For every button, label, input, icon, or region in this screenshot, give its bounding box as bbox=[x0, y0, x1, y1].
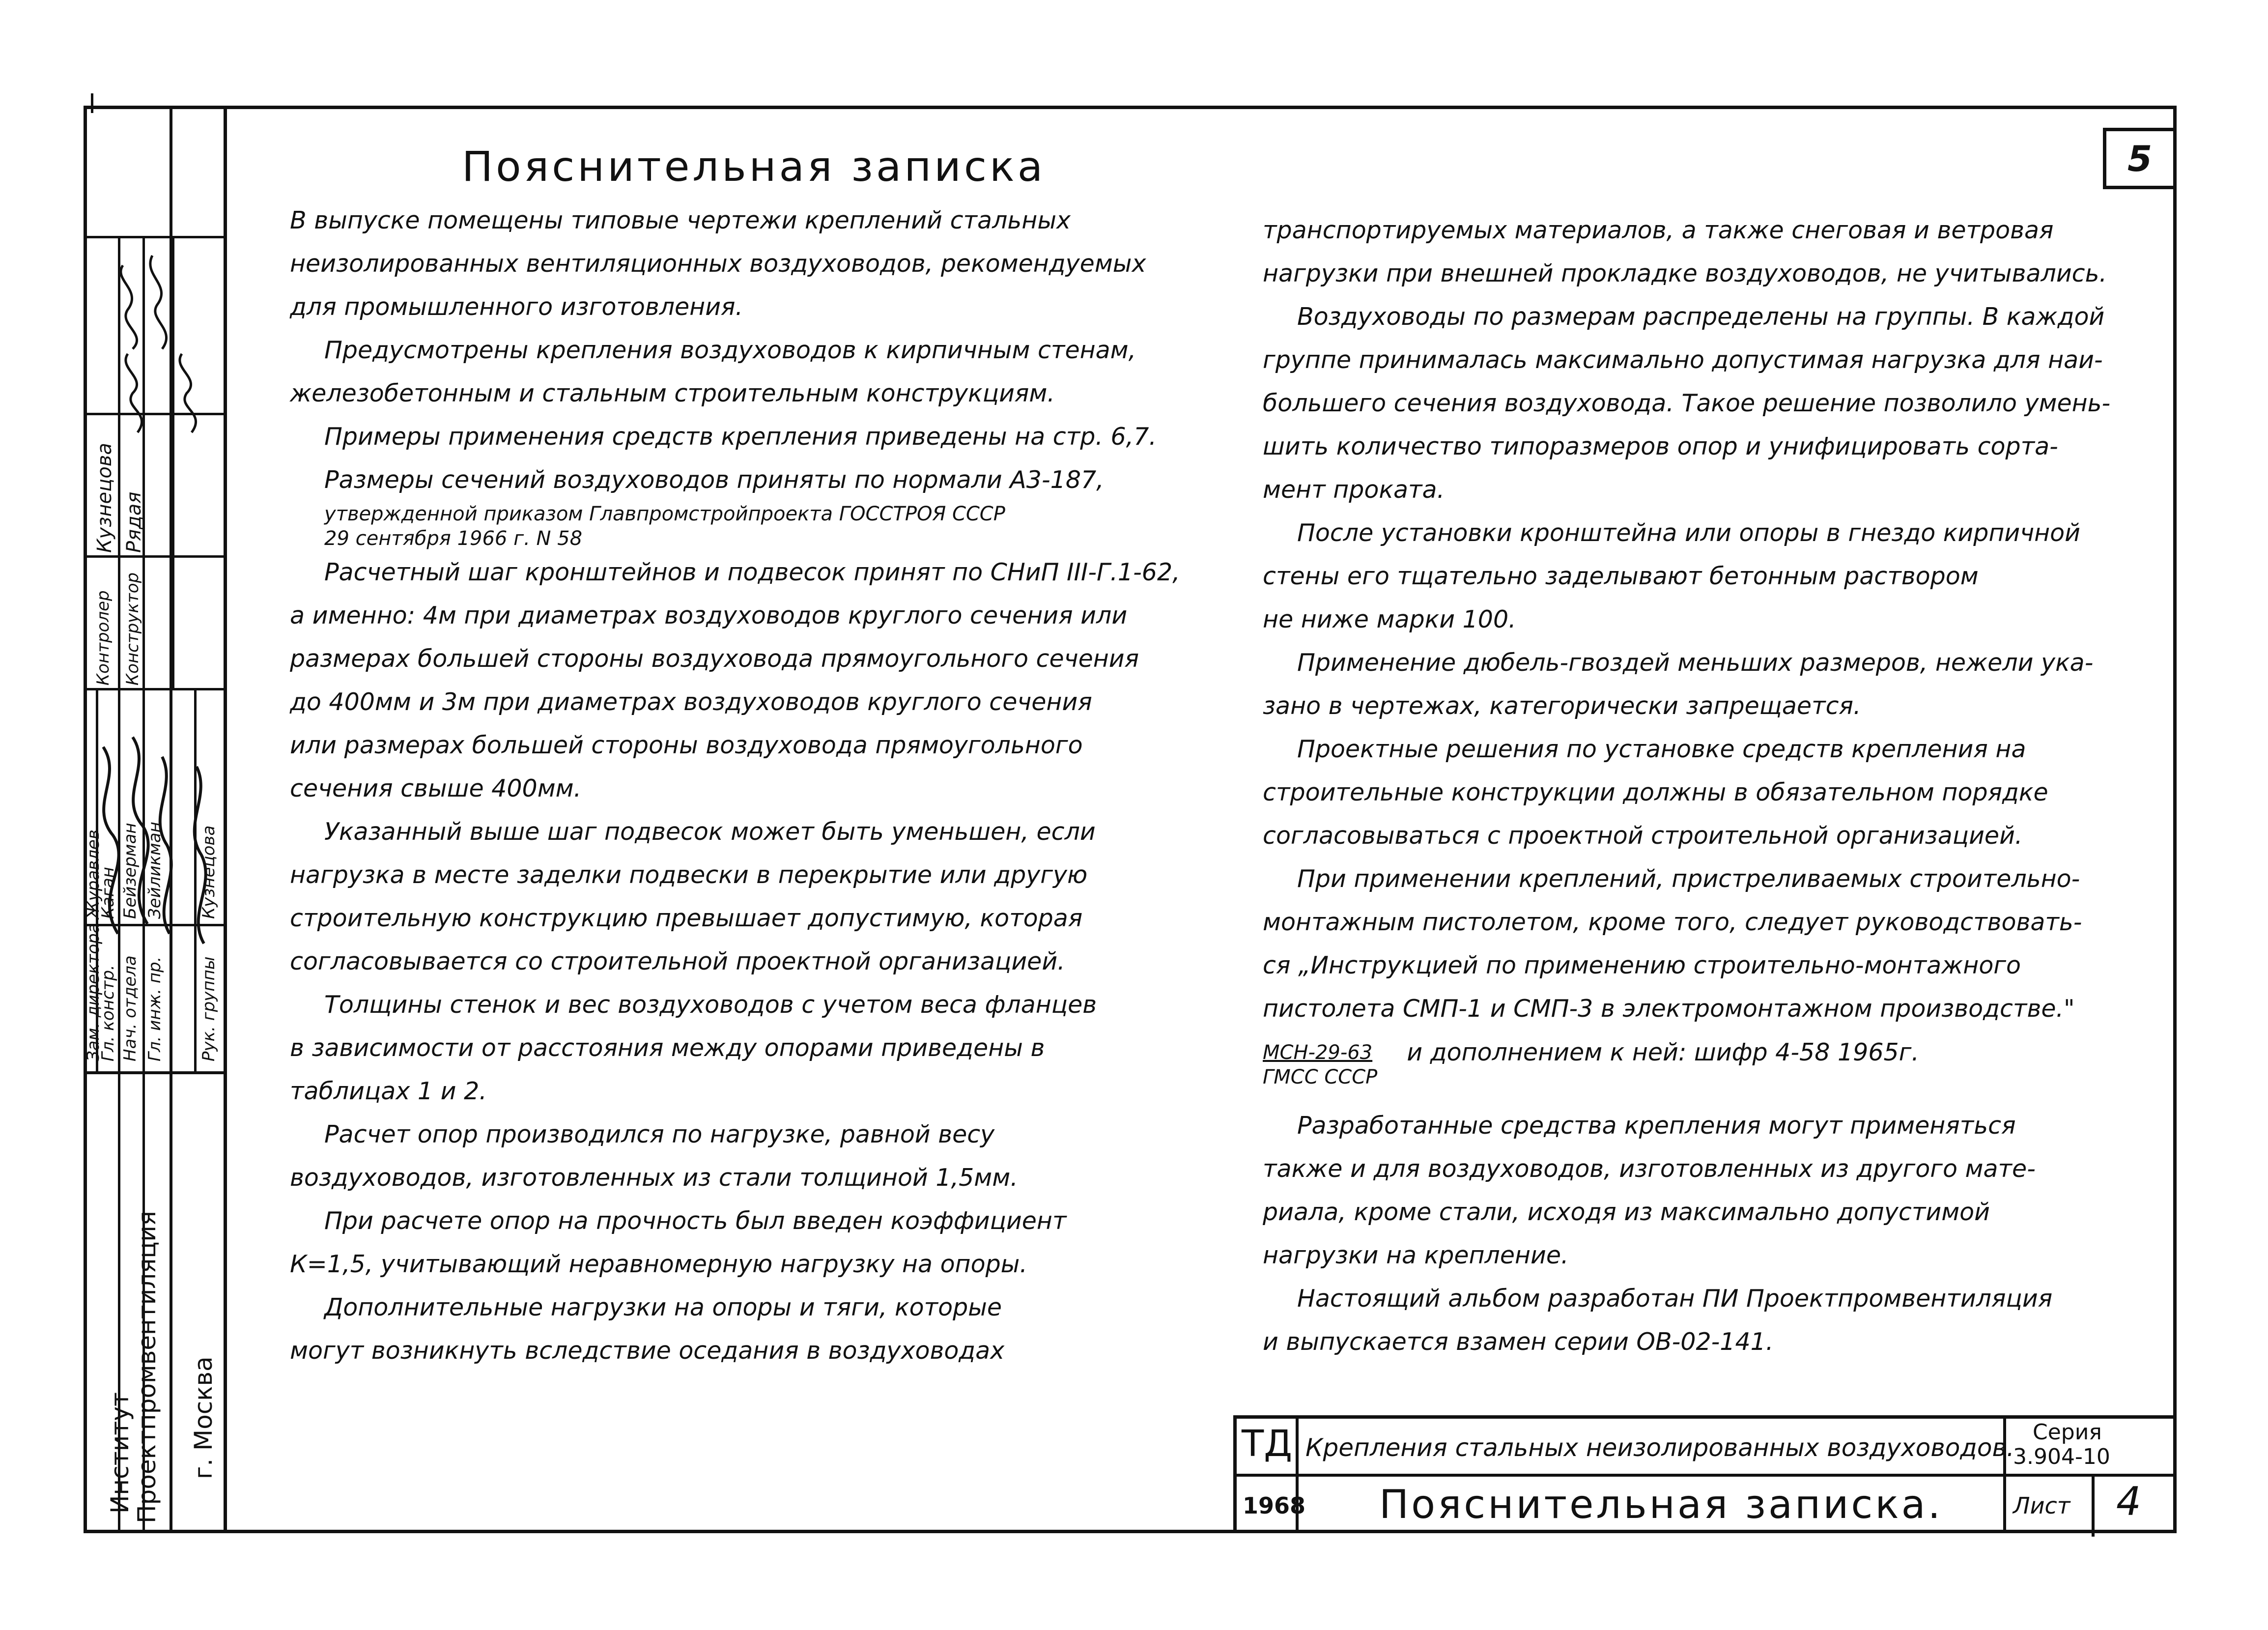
text-line: железобетонным и стальным строительным конструкциям. bbox=[290, 379, 1055, 407]
stamp-role: Гл. инж. пр. bbox=[145, 956, 165, 1061]
msn-reference bbox=[1263, 1040, 2147, 1089]
stamp-name: Зейликман bbox=[145, 822, 165, 919]
left-text-column bbox=[290, 199, 1199, 1373]
text-line: В выпуске помещены типовые чертежи креплений стальных bbox=[290, 206, 1071, 234]
text-line: После установки кронштейна или опоры в гнездо кирпичной bbox=[1297, 519, 2081, 547]
msn-code bbox=[1263, 1040, 1377, 1089]
stamp-name: Кузнецова bbox=[199, 825, 219, 919]
text-line: группе принималась максимально допустимая нагрузка для наи- bbox=[1263, 346, 2103, 374]
text-line: не ниже марки 100. bbox=[1263, 605, 1516, 633]
stamp-role: Нач. отдела bbox=[120, 955, 140, 1061]
text-line: также и для воздуховодов, изготовленных из другого мате- bbox=[1263, 1155, 2036, 1183]
text-line: воздуховодов, изготовленных из стали толщиной 1,5мм. bbox=[290, 1164, 1018, 1192]
text-line: шить количество типоразмеров опор и унифицировать сорта- bbox=[1263, 432, 2058, 460]
msn-code-top: МСН-29-63 bbox=[1263, 1041, 1373, 1064]
page-number: 5 bbox=[2103, 128, 2177, 189]
text-line: Расчетный шаг кронштейнов и подвесок принят по СНиП III-Г.1-62, bbox=[324, 558, 1180, 586]
text-line: Примеры применения средств крепления приведены на стр. 6,7. bbox=[324, 423, 1157, 451]
tb-year: 1968 bbox=[1243, 1492, 1306, 1519]
text-line: таблицах 1 и 2. bbox=[290, 1077, 487, 1105]
text-line: Разработанные средства крепления могут применяться bbox=[1297, 1112, 2016, 1140]
text-line: Указанный выше шаг подвесок может быть уменьшен, если bbox=[324, 818, 1096, 846]
stamp-name: Бейзерман bbox=[120, 823, 140, 919]
text-line: и выпускается взамен серии ОВ-02-141. bbox=[1263, 1328, 1774, 1356]
msn-rest: и дополнением к ней: шифр 4-58 1965г. bbox=[1407, 1038, 1919, 1066]
text-line: или размерах большей стороны воздуховода прямоугольного bbox=[290, 731, 1083, 759]
stamp-name-upper: Рядая bbox=[123, 491, 145, 553]
text-line: пистолета СМП-1 и СМП-3 в электромонтажном производстве." bbox=[1263, 995, 2075, 1023]
stamp-institute-label: Институт bbox=[106, 1392, 134, 1514]
text-line: согласовывается со строительной проектной организацией. bbox=[290, 947, 1065, 975]
text-line: неизолированных вентиляционных воздуховодов, рекомендуемых bbox=[290, 250, 1146, 278]
tb-line bbox=[2092, 1477, 2095, 1537]
text-line: размерах большей стороны воздуховода прямоугольного сечения bbox=[290, 645, 1139, 673]
stamp-role: Гл. констр. bbox=[98, 965, 118, 1061]
text-line: строительную конструкцию превышает допустимую, которая bbox=[290, 904, 1083, 932]
tb-sheet-value: 4 bbox=[2116, 1479, 2141, 1524]
stamp-role-upper: Контролер bbox=[93, 590, 113, 686]
text-line: нагрузка в месте заделки подвески в перекрытие или другую bbox=[290, 861, 1088, 889]
text-line: риала, кроме стали, исходя из максимально допустимой bbox=[1263, 1198, 1990, 1226]
stamp-city: г. Москва bbox=[189, 1356, 218, 1479]
text-line: строительные конструкции должны в обязательном порядке bbox=[1263, 778, 2048, 806]
tb-doc-title: Пояснительная записка. bbox=[1379, 1482, 1943, 1527]
title-block bbox=[1233, 1415, 2177, 1533]
text-line: Воздуховоды по размерам распределены на группы. В каждой bbox=[1297, 303, 2105, 331]
page-title: Пояснительная записка bbox=[462, 143, 1046, 191]
stamp-name-upper: Кузнецова bbox=[93, 443, 116, 553]
stamp-institute-name: Проектпромвентиляция bbox=[133, 1211, 161, 1523]
text-line: для промышленного изготовления. bbox=[290, 293, 743, 321]
text-line: нагрузки на крепление. bbox=[1263, 1241, 1569, 1269]
text-line: до 400мм и 3м при диаметрах воздуховодов круглого сечения bbox=[290, 688, 1092, 716]
right-text-column bbox=[1263, 209, 2147, 1364]
text-line: При расчете опор на прочность был введен коэффициент bbox=[324, 1207, 1067, 1235]
text-line: сечения свыше 400мм. bbox=[290, 774, 582, 802]
text-line: Дополнительные нагрузки на опоры и тяги, которые bbox=[324, 1293, 1002, 1321]
text-line: Толщины стенок и вес воздуховодов с учетом веса фланцев bbox=[324, 991, 1097, 1019]
text-line: стены его тщательно заделывают бетонным раствором bbox=[1263, 562, 1979, 590]
text-line: Применение дюбель-гвоздей меньших размеров, нежели ука- bbox=[1297, 649, 2094, 677]
stamp-role: Рук. группы bbox=[199, 956, 219, 1061]
text-line: Предусмотрены крепления воздуховодов к кирпичным стенам, bbox=[324, 336, 1136, 364]
text-line: зано в чертежах, категорически запрещается. bbox=[1263, 692, 1861, 720]
text-line: К=1,5, учитывающий неравномерную нагрузку на опоры. bbox=[290, 1250, 1027, 1278]
tb-code: ТД bbox=[1242, 1423, 1293, 1465]
text-line: Настоящий альбом разработан ПИ Проектпромвентиляция bbox=[1297, 1285, 2053, 1313]
text-line: Размеры сечений воздуховодов приняты по нормали А3-187, bbox=[324, 466, 1104, 494]
text-line: При применении креплений, пристреливаемых строительно- bbox=[1297, 865, 2080, 893]
text-line: Расчет опор производился по нагрузке, равной весу bbox=[324, 1120, 995, 1148]
text-line: монтажным пистолетом, кроме того, следует руководствовать- bbox=[1263, 908, 2082, 936]
text-line: ся „Инструкцией по применению строительно-монтажного bbox=[1263, 951, 2021, 979]
text-line: могут возникнуть вследствие оседания в воздуховодах bbox=[290, 1337, 1005, 1365]
text-line: в зависимости от расстояния между опорами приведены в bbox=[290, 1034, 1045, 1062]
signature-scribbles bbox=[84, 236, 226, 1307]
text-line: Проектные решения по установке средств крепления на bbox=[1297, 735, 2026, 763]
stamp-role-upper: Конструктор bbox=[123, 572, 142, 686]
text-line: нагрузки при внешней прокладке воздуховодов, не учитывались. bbox=[1263, 259, 2107, 287]
stamp-name: Журавлев bbox=[84, 829, 103, 919]
stamp-name: Каган bbox=[98, 867, 118, 919]
tb-line bbox=[1237, 1474, 2177, 1477]
text-line: согласовываться с проектной строительной организацией. bbox=[1263, 822, 2023, 850]
tb-sheet-label: Лист bbox=[2013, 1492, 2070, 1519]
tb-series-label: Серия bbox=[2033, 1420, 2102, 1445]
text-line: а именно: 4м при диаметрах воздуховодов круглого сечения или bbox=[290, 601, 1128, 629]
tb-series-value: 3.904-10 bbox=[2013, 1444, 2110, 1469]
tb-description: Крепления стальных неизолированных воздуховодов. bbox=[1305, 1433, 2014, 1462]
text-line: утвержденной приказом Главпромстройпроекта ГОССТРОЯ СССР bbox=[324, 503, 1005, 525]
text-line: транспортируемых материалов, а также снеговая и ветровая bbox=[1263, 216, 2054, 244]
msn-code-bottom: ГМСС СССР bbox=[1263, 1066, 1378, 1088]
text-line: 29 сентября 1966 г. N 58 bbox=[324, 527, 583, 550]
stamp-role: Зам. директора bbox=[84, 923, 103, 1061]
text-line: мент проката. bbox=[1263, 476, 1445, 504]
text-line: большего сечения воздуховода. Такое решение позволило умень- bbox=[1263, 389, 2111, 417]
